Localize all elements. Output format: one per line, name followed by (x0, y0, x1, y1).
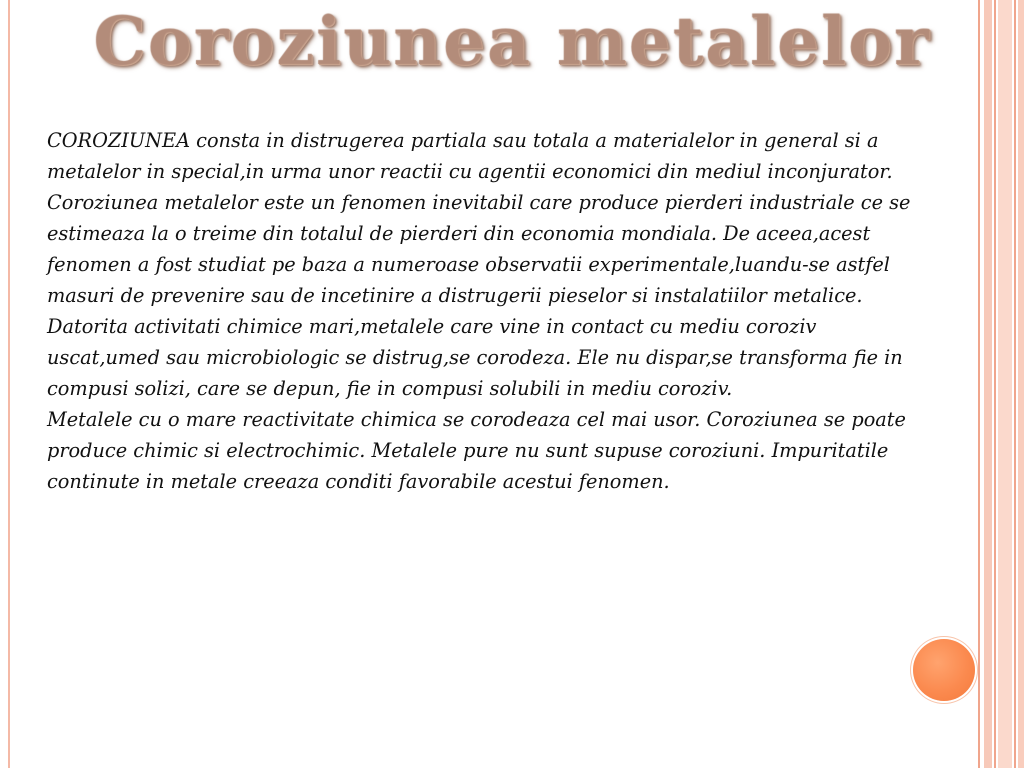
orange-circle-decoration (913, 639, 975, 701)
right-stripe (984, 0, 992, 768)
left-border-line (8, 0, 10, 768)
right-stripe (998, 0, 1012, 768)
paragraph: COROZIUNEA consta in distrugerea partiala sau totala a materialelor in general si a metalelor in special,in urma unor reactii cu agentii economici din mediul inconjurator. Coroziunea metalelor este un fenomen inevitabil care produce pierderi industriale ce se estimeaza la o treime din totalul de pierderi din economia mondiala. De aceea,acest fenomen a fost studiat pe baza a numeroase observatii experimentale,luandu-se astfel masuri de prevenire sau de incetinire a distrugerii pieselor si instalatiilor metalice. Datorita activitati chimice mari,metalele care vine in contact cu mediu coroziv uscat,umed sau microbiologic se distrug,se corodeza. Ele nu dispar,se transforma fie in compusi solizi, care se depun, fie in compusi solubili in mediu coroziv. (47, 129, 911, 400)
slide-title-text: Coroziunea metalelor (93, 2, 931, 80)
right-stripe (1018, 0, 1024, 768)
right-stripe (994, 0, 996, 768)
right-stripe (978, 0, 980, 768)
paragraph: Metalele cu o mare reactivitate chimica se corodeaza cel mai usor. Coroziunea se poate produce chimic si electrochimic. Metalele pure nu sunt supuse coroziuni. Impuritatile continute in metale creeaza conditi favorabile acestui fenomen. (47, 408, 906, 493)
slide-title (0, 2, 1024, 80)
body-text (47, 125, 927, 497)
right-stripe (1014, 0, 1016, 768)
